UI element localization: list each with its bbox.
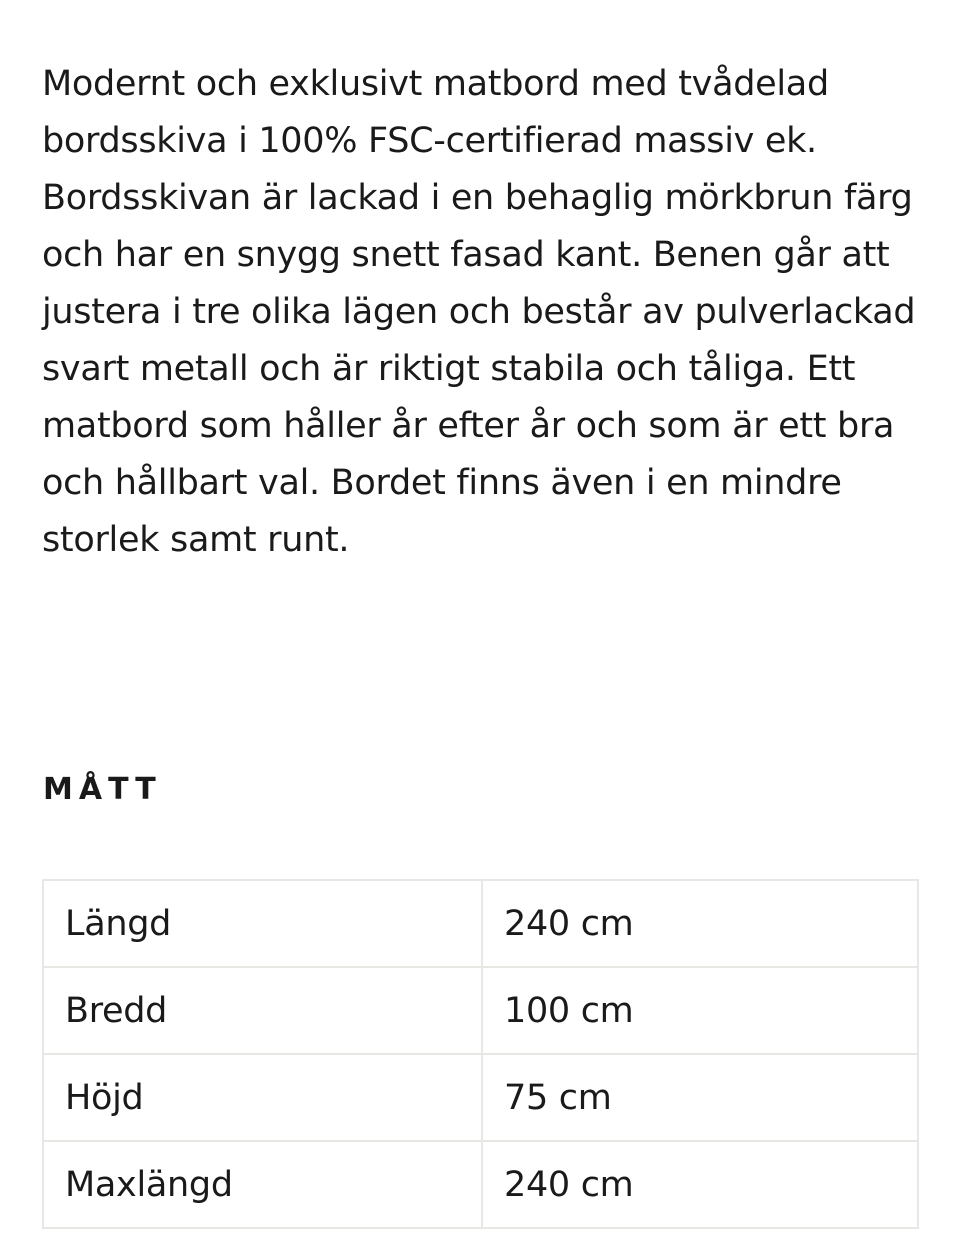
dimension-value: 240 cm bbox=[482, 880, 918, 967]
dimension-label: Höjd bbox=[43, 1054, 482, 1141]
table-row bbox=[43, 880, 918, 967]
table-row bbox=[43, 1141, 918, 1228]
product-description: Modernt och exklusivt matbord med tvådelad bordsskiva i 100% FSC-certifierad massiv ek. Bordsskivan är lackad i en behaglig mörkbrun färg och har en snygg snett fasad kant. Benen går att justera i tre olika lägen och består av pulverlackad svart metall och är riktigt stabila och tåliga. Ett matbord som håller år efter år och som är ett bra och hållbart val. Bordet finns även i en mindre storlek samt runt. bbox=[42, 64, 916, 560]
dimension-label: Längd bbox=[43, 880, 482, 967]
dimension-value: 100 cm bbox=[482, 967, 918, 1054]
dimension-label: Bredd bbox=[43, 967, 482, 1054]
dimension-label: Maxlängd bbox=[43, 1141, 482, 1228]
dimension-value: 240 cm bbox=[482, 1141, 918, 1228]
table-row bbox=[43, 1054, 918, 1141]
table-row bbox=[43, 967, 918, 1054]
dimensions-table bbox=[42, 879, 919, 1229]
dimensions-heading: MÅTT bbox=[43, 772, 162, 807]
dimension-value: 75 cm bbox=[482, 1054, 918, 1141]
